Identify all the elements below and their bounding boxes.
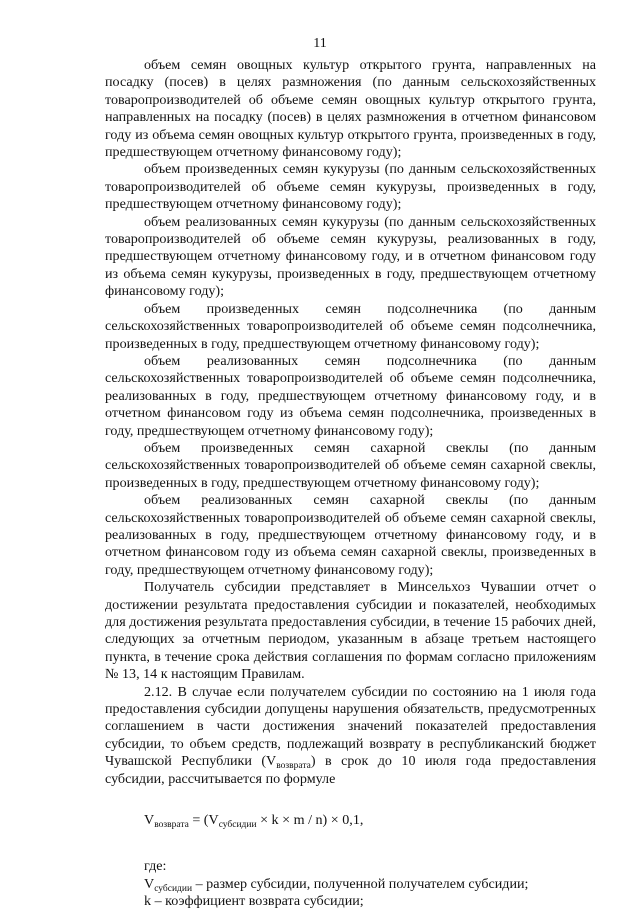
page-number: 11 (313, 36, 327, 51)
paragraph-clause-2-12 (105, 684, 596, 788)
paragraph-vegetable-seeds-planted: объем семян овощных культур открытого грунта, направленных на посадку (посев) в целях размножения (по данным сельскохозяйственных товаропроизводителей об объеме семян овощных культур открытого грунта, направленных на посадку (посев) в целях размножения в отчетном финансовом году из объема семян овощных культур открытого грунта, произведенных в году, предшествующем отчетному финансовому году); (105, 57, 596, 161)
formula-lhs-subscript: возврата (154, 820, 189, 831)
clause-subscript: возврата (276, 761, 311, 772)
paragraph-sunflower-seeds-sold: объем реализованных семян подсолнечника (по данным сельскохозяйственных товаропроизводителей об объеме семян подсолнечника, реализованных в году, предшествующем отчетному финансовому году, и в отчетном финансовом году из объема семян подсолнечника, произведенных в году, предшествующем отчетному финансовому году); (105, 352, 596, 439)
definition-symbol: V (144, 875, 155, 892)
clause-text-start: 2.12. В случае если получателем субсидии по состоянию на 1 июля года предоставления субсидии допущены нарушения обязательств, предусмотренных соглашением в части достижения значений показателей предоставления субсидии, то объем средств, подлежащий возврату в республиканский бюджет Чувашской Республики (V (105, 683, 596, 770)
definition-text: – коэффициент возврата субсидии; (151, 893, 364, 910)
paragraph-corn-seeds-sold: объем реализованных семян кукурузы (по данным сельскохозяйственных товаропроизводителей об объеме семян кукурузы, реализованных в году, предшествующем отчетному финансовому году, и в отчетном финансовом году из объема семян кукурузы, произведенных в году, предшествующем отчетному финансовому году); (105, 213, 596, 300)
paragraph-sunflower-seeds-produced: объем произведенных семян подсолнечника (по данным сельскохозяйственных товаропроизводителей об объеме семян подсолнечника, произведенных в году, предшествующем отчетному финансовому году); (105, 300, 596, 352)
paragraph-sugar-beet-seeds-sold: объем реализованных семян сахарной свеклы (по данным сельскохозяйственных товаропроизводителей об объеме семян сахарной свеклы, реализованных в году, предшествующем отчетному финансовому году, и в отчетном финансовом году из объема семян сахарной свеклы, произведенных в году, предшествующем отчетному финансовому году); (105, 492, 596, 578)
document-body (105, 57, 596, 911)
refund-formula (105, 812, 596, 829)
formula-eq-open: = (V (188, 812, 219, 829)
formula-lhs-symbol: V (144, 812, 155, 829)
definition-v-subsidy (105, 876, 596, 893)
paragraph-report-submission: Получатель субсидии представляет в Минсельхоз Чувашии отчет о достижении результата предоставления субсидии и показателей, необходимых для достижения результата предоставления субсидии, в течение 15 рабочих дней, следующих за отчетным периодом, указанным в абзаце третьем настоящего пункта, в течение срока действия соглашения по формам согласно приложениям № 13, 14 к настоящим Правилам. (105, 579, 596, 683)
clause-text-end: ) в срок до 10 июля года предоставления субсидии, рассчитывается по формуле (105, 753, 596, 787)
definition-text: – размер субсидии, полученной получателем субсидии; (192, 875, 529, 892)
where-label: где: (144, 858, 167, 875)
formula-rhs-subscript: субсидии (218, 820, 257, 831)
definition-symbol: k (144, 893, 152, 910)
definition-subscript: субсидии (154, 883, 193, 894)
paragraph-corn-seeds-produced: объем произведенных семян кукурузы (по данным сельскохозяйственных товаропроизводителей об объеме семян кукурузы, произведенных в году, предшествующем отчетному финансовому году); (105, 161, 596, 213)
formula-rest: × k × m / n) × 0,1, (256, 812, 364, 829)
definition-k-coefficient (105, 893, 596, 910)
paragraph-sugar-beet-seeds-produced: объем произведенных семян сахарной свеклы (по данным сельскохозяйственных товаропроизводителей об объеме семян сахарной свеклы, произведенных в году, предшествующем отчетному финансовому году); (105, 439, 596, 491)
